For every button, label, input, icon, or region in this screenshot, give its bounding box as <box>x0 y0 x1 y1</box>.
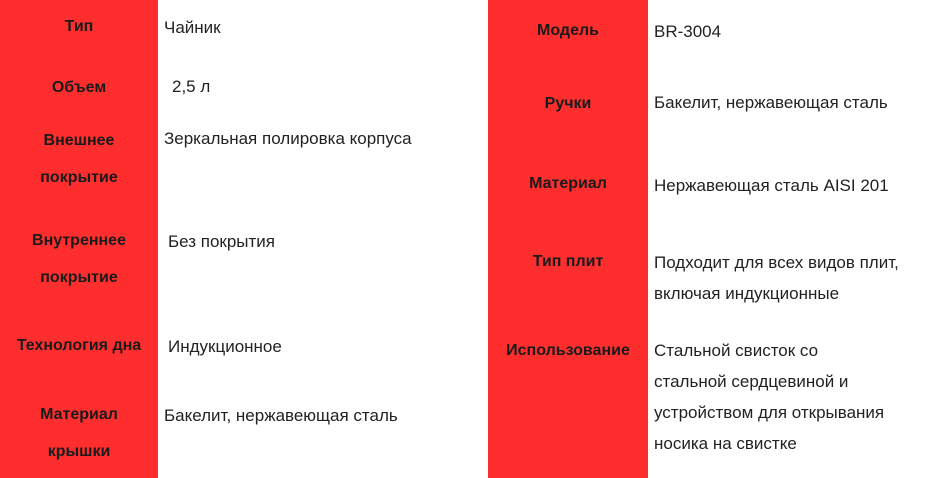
spec-label: Модель <box>537 22 599 39</box>
spec-value: Чайник <box>164 18 221 37</box>
spec-value: 2,5 л <box>172 77 211 96</box>
spec-label: Внешнее покрытие <box>40 132 118 186</box>
spec-label: Ручки <box>544 95 592 112</box>
spec-value: Индукционное <box>168 337 282 356</box>
spec-value: Нержавеющая сталь AISI 201 <box>654 176 889 195</box>
spec-label: Технология дна <box>16 337 142 354</box>
spec-label: Внутреннее покрытие <box>32 232 126 286</box>
spec-label: Материал крышки <box>40 406 118 460</box>
spec-value: Бакелит, нержавеющая сталь <box>164 406 398 425</box>
spec-label: Объем <box>51 79 107 96</box>
spec-value: Бакелит, нержавеющая сталь <box>654 93 888 112</box>
spec-value: Зеркальная полировка корпуса <box>164 129 412 148</box>
spec-value: Стальной свисток со стальной сердцевиной и устройством для открывания носика на свистке <box>654 341 885 453</box>
spec-label: Тип <box>64 18 94 35</box>
right-spec-table <box>488 0 950 478</box>
spec-value: Без покрытия <box>168 232 276 251</box>
label-column <box>488 0 648 478</box>
spec-value: Подходит для всех видов плит, включая индукционные <box>654 253 899 303</box>
spec-value: BR-3004 <box>654 22 722 41</box>
spec-label: Использование <box>506 342 630 359</box>
spec-label: Материал <box>529 175 607 192</box>
spec-label: Тип плит <box>532 253 604 270</box>
